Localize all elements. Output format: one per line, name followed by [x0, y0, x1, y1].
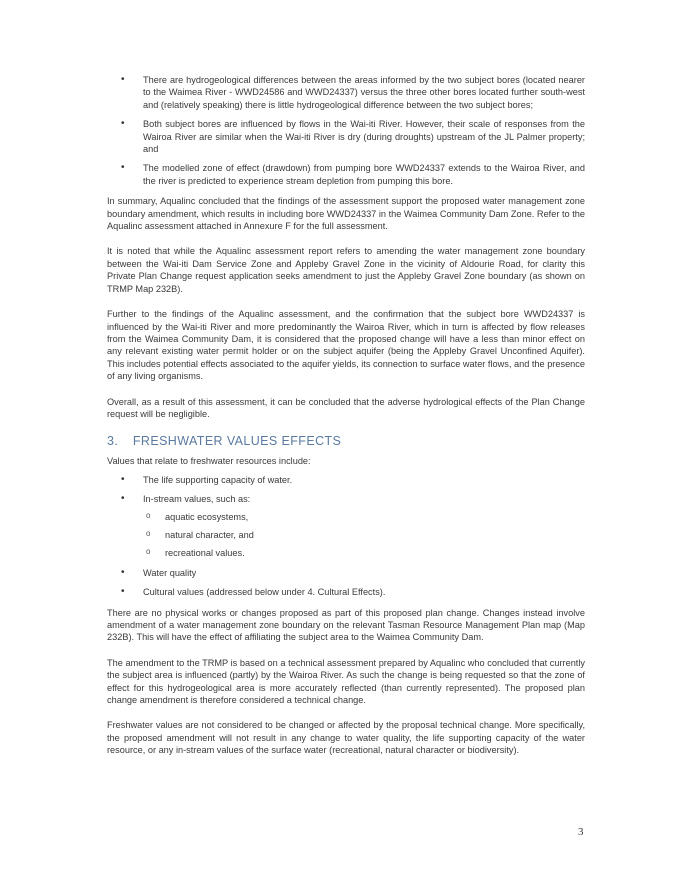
sub-list-item: o recreational values.	[143, 547, 585, 559]
list-item-label: In-stream values, such as:	[143, 494, 251, 505]
section-heading	[107, 433, 585, 449]
page-number: 3	[578, 826, 584, 838]
paragraph-no-physical-works: There are no physical works or changes proposed as part of this proposed plan change. Changes instead involve amendment of a water management zone boundary on the relevant Tasman Resource Management Plan map (Map 232B). This will have the effect of affiliating the subject area to the Waimea Community Dam.	[107, 607, 585, 643]
intro-bullet-list	[107, 74, 585, 187]
list-item: • There are hydrogeological differences between the areas informed by the two subject bores (located nearer to the Waimea River - WWD24586 and WWD24337) versus the three other bores located further south-west and (relatively speaking) there is little hydrogeological difference between the two subject bores;	[107, 74, 585, 111]
list-item	[107, 493, 585, 560]
sub-list-item: o natural character, and	[143, 529, 585, 541]
list-item: • Water quality	[107, 567, 585, 579]
page-content	[107, 74, 585, 770]
values-bullet-list	[107, 474, 585, 599]
sub-list-item: o aquatic ecosystems,	[143, 511, 585, 523]
list-item: • Both subject bores are influenced by flows in the Wai-iti River. However, their scale of responses from the Wairoa River are similar when the Wai-iti River is dry (during droughts) upstream of the JL Palmer property; and	[107, 118, 585, 155]
paragraph-findings: Further to the findings of the Aqualinc assessment, and the confirmation that the subject bore WWD24337 is influenced by the Wai-iti River and more predominantly the Wairoa River, which in turn is affected by flow releases from the Waimea Community Dam, it is considered that the proposed change will have a less than minor effect on any relevant existing water permit holder or on the subject aquifer (being the Appleby Gravel Unconfined Aquifer). This includes potential effects associated to the aquifer yields, its connection to surface water flows, and the presence of any living organisms.	[107, 309, 585, 382]
instream-sub-list	[143, 511, 585, 560]
section-number: 3.	[107, 434, 119, 449]
paragraph-clarification: It is noted that while the Aqualinc assessment report refers to amending the water management zone boundary between the Wai-iti Dam Service Zone and Appleby Gravel Zone in the vicinity of Aldourie Road, for clarity this Private Plan Change request application seeks amendment to just the Appleby Gravel Zone boundary (as shown on TRMP Map 232B).	[107, 246, 585, 294]
list-item: • The modelled zone of effect (drawdown) from pumping bore WWD24337 extends to the Wairoa River, and the river is predicted to experience stream depletion from pumping this bore.	[107, 162, 585, 187]
list-item: • The life supporting capacity of water.	[107, 474, 585, 486]
section-lead: Values that relate to freshwater resources include:	[107, 456, 311, 467]
section-title: FRESHWATER VALUES EFFECTS	[132, 434, 342, 449]
paragraph-summary: In summary, Aqualinc concluded that the findings of the assessment support the proposed water management zone boundary amendment, which results in including bore WWD24337 in the Waimea Community Dam Zone. Refer to the Aqualinc assessment attached in Annexure F for the full assessment.	[107, 196, 585, 232]
paragraph-freshwater-values: Freshwater values are not considered to be changed or affected by the proposal technical change. More specifically, the proposed amendment will not result in any change to water quality, the life supporting capacity of the water resource, or any in-stream values of the surface water (recreational, natural character or biodiversity).	[107, 720, 585, 756]
list-item: • Cultural values (addressed below under 4. Cultural Effects).	[107, 586, 585, 598]
paragraph-overall: Overall, as a result of this assessment, it can be concluded that the adverse hydrological effects of the Plan Change request will be negligible.	[107, 396, 585, 419]
paragraph-trmp-amendment: The amendment to the TRMP is based on a technical assessment prepared by Aqualinc who concluded that currently the subject area is influenced (partly) by the Wairoa River. As such the change is being requested so that the zone of effect for this hydrogeological area is more accurately reflected (than currently represented). The proposed plan change amendment is therefore considered a technical change.	[107, 657, 585, 706]
